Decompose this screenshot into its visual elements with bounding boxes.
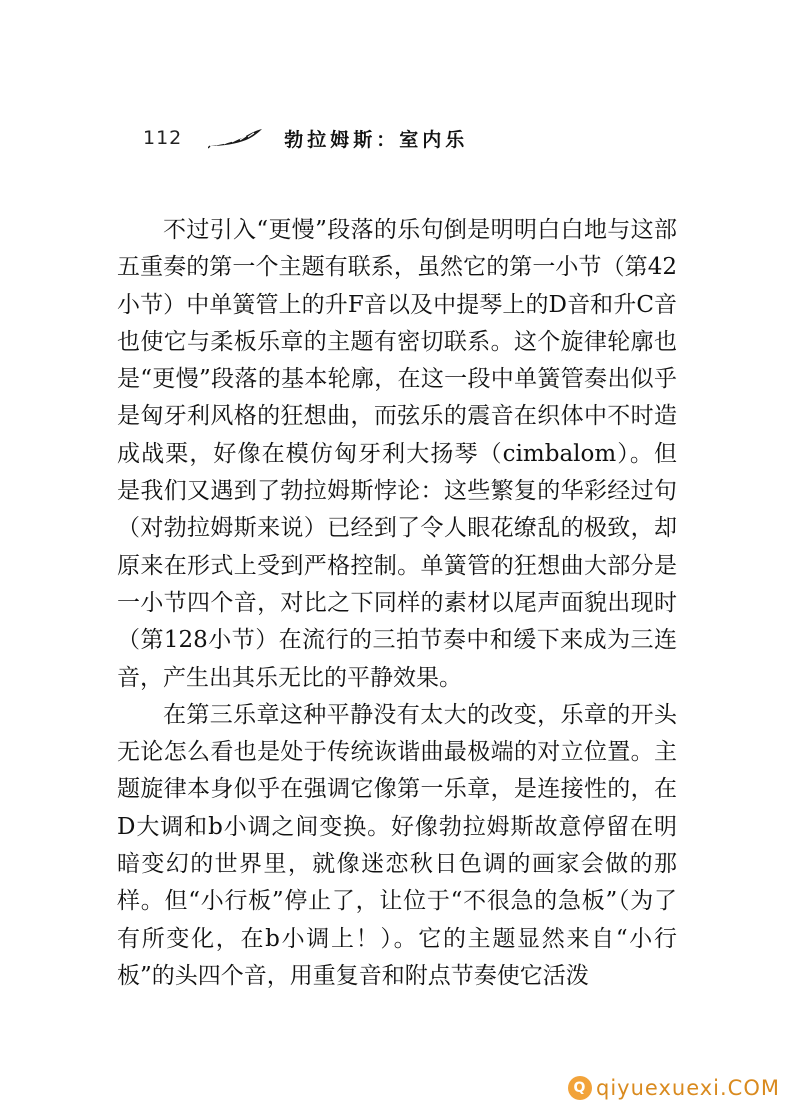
q-logo-icon: Q	[568, 1076, 592, 1100]
paragraph: 在第三乐章这种平静没有太大的改变，乐章的开头无论怎么看也是处于传统诙谐曲最极端的对立位置。主题旋律本身似乎在强调它像第一乐章，是连接性的，在D大调和b小调之间变换。好像勃拉姆斯故意停留在明暗变幻的世界里，就像迷恋秋日色调的画家会做的那样。但“小行板”停止了，让位于“不很急的急板”（为了有所变化，在b小调上！）。它的主题显然来自“小行板”的头四个音，用重复音和附点节奏使它活泼	[117, 701, 677, 989]
page-number: 112	[143, 127, 183, 149]
watermark	[568, 1076, 780, 1100]
watermark-text: qiyuexuexi.COM	[596, 1076, 780, 1100]
body-text	[117, 212, 677, 995]
running-title: 勃拉姆斯：室内乐	[284, 128, 469, 151]
paragraph: 不过引入“更慢”段落的乐句倒是明明白白地与这部五重奏的第一个主题有联系，虽然它的第一小节（第42小节）中单簧管上的升F音以及中提琴上的D音和升C音也使它与柔板乐章的主题有密切联系。这个旋律轮廓也是“更慢”段落的基本轮廓，在这一段中单簧管奏出似乎是匈牙利风格的狂想曲，而弦乐的震音在织体中不时造成战栗，好像在模仿匈牙利大扬琴（cimbalom）。但是我们又遇到了勃拉姆斯悖论：这些繁复的华彩经过句（对勃拉姆斯来说）已经到了令人眼花缭乱的极致，却原来在形式上受到严格控制。单簧管的狂想曲大部分是一小节四个音，对比之下同样的素材以尾声面貌出现时（第128小节）在流行的三拍节奏中和缓下来成为三连音，产生出其乐无比的平静效果。	[117, 217, 677, 691]
page-header	[143, 118, 468, 158]
quill-pen-icon	[208, 127, 264, 149]
